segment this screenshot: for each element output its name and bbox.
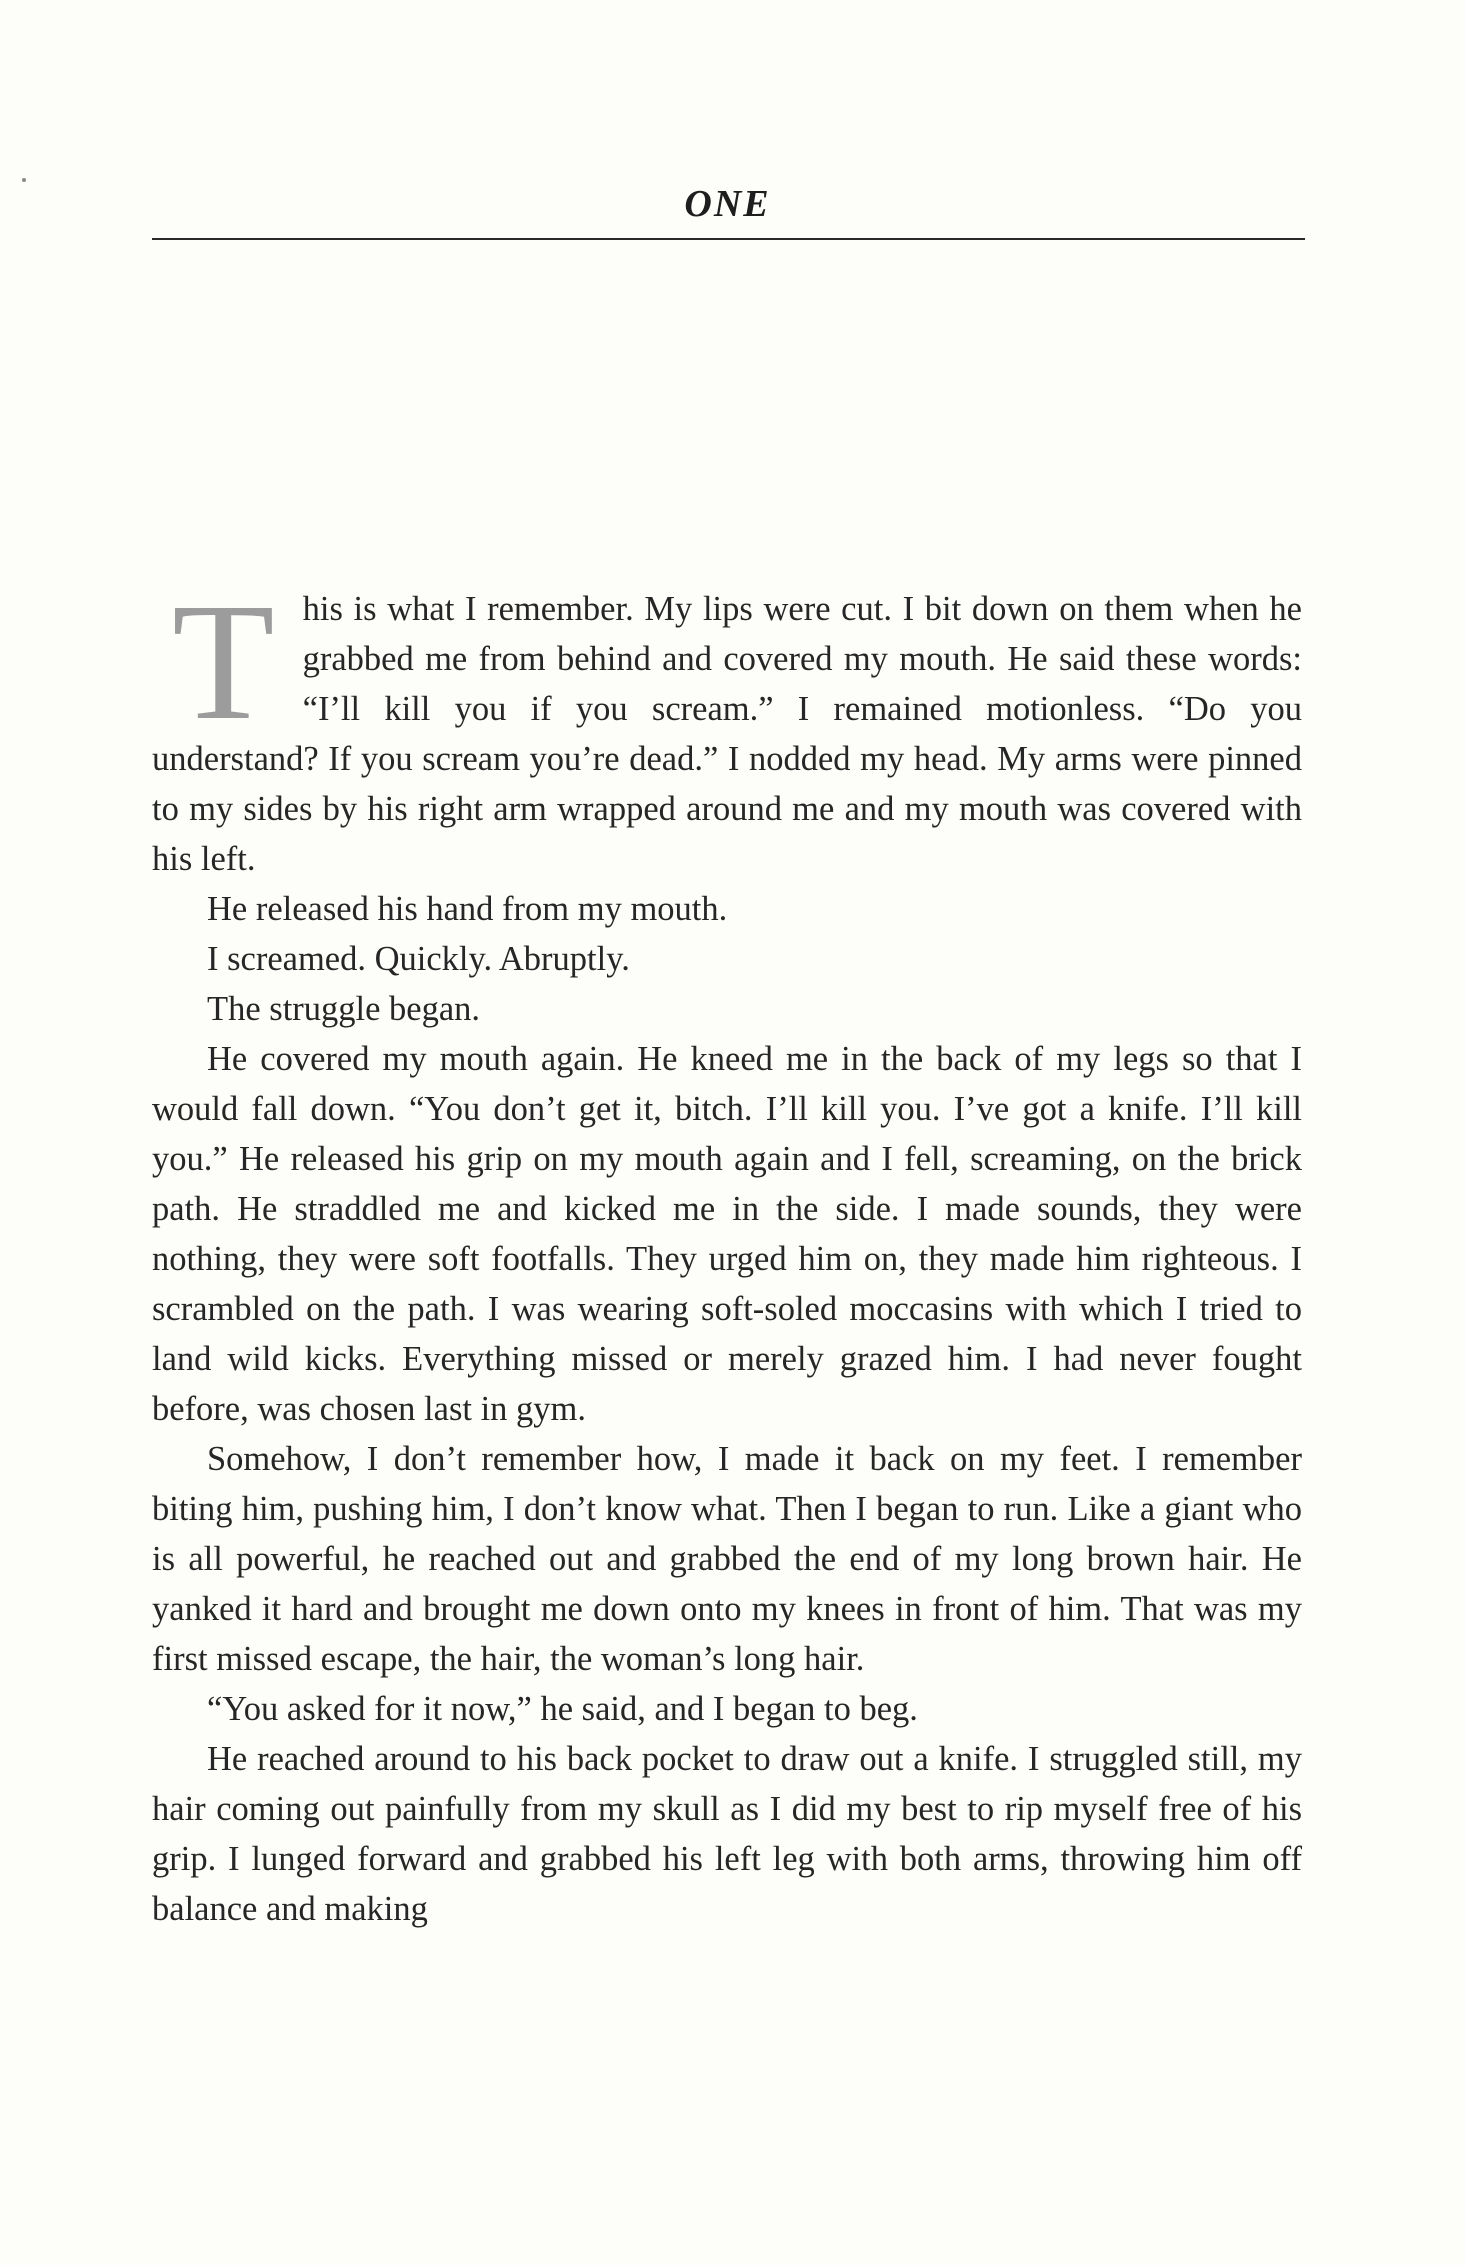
paragraph-3: I screamed. Quickly. Abruptly. bbox=[207, 940, 630, 978]
chapter-body bbox=[152, 569, 1302, 1934]
paragraph-8: He reached around to his back pocket to draw out a knife. I struggled still, my hair coming out painfully from my skull as I did my best to rip myself free of his grip. I lunged forward and grabbed his left leg with both arms, throwing him off balance and making bbox=[152, 1740, 1302, 1928]
scan-speck bbox=[22, 178, 26, 182]
paragraph-1 bbox=[152, 569, 1302, 884]
paragraph-7: “You asked for it now,” he said, and I began to beg. bbox=[207, 1690, 918, 1728]
chapter-heading: ONE bbox=[684, 183, 771, 225]
paragraph-5: He covered my mouth again. He kneed me in the back of my legs so that I would fall down. “You don’t get it, bitch. I’ll kill you. I’ve got a knife. I’ll kill you.” He released his grip on my mouth again and I fell, screaming, on the brick path. He straddled me and kicked me in the side. I made sounds, they were nothing, they were soft footfalls. They urged him on, they made him righteous. I scrambled on the path. I was wearing soft-soled moccasins with which I tried to land wild kicks. Everything missed or merely grazed him. I had never fought before, was chosen last in gym. bbox=[152, 1040, 1302, 1428]
paragraph-4: The struggle began. bbox=[207, 990, 481, 1028]
paragraph-2: He released his hand from my mouth. bbox=[207, 890, 728, 928]
paragraph-6: Somehow, I don’t remember how, I made it back on my feet. I remember biting him, pushing him, I don’t know what. Then I began to run. Like a giant who is all powerful, he reached out and grabbed the end of my long brown hair. He yanked it hard and brought me down onto my knees in front of him. That was my first missed escape, the hair, the woman’s long hair. bbox=[152, 1440, 1302, 1678]
paragraph-1-text: his is what I remember. My lips were cut. I bit down on them when he grabbed me from behind and covered my mouth. He said these words: “I’ll kill you if you scream.” I remained motionless. “Do you understand? If you scream you’re dead.” I nodded my head. My arms were pinned to my sides by his right arm wrapped around me and my mouth was covered with his left. bbox=[152, 590, 1302, 878]
drop-cap: T bbox=[172, 569, 275, 755]
heading-rule bbox=[152, 238, 1305, 240]
